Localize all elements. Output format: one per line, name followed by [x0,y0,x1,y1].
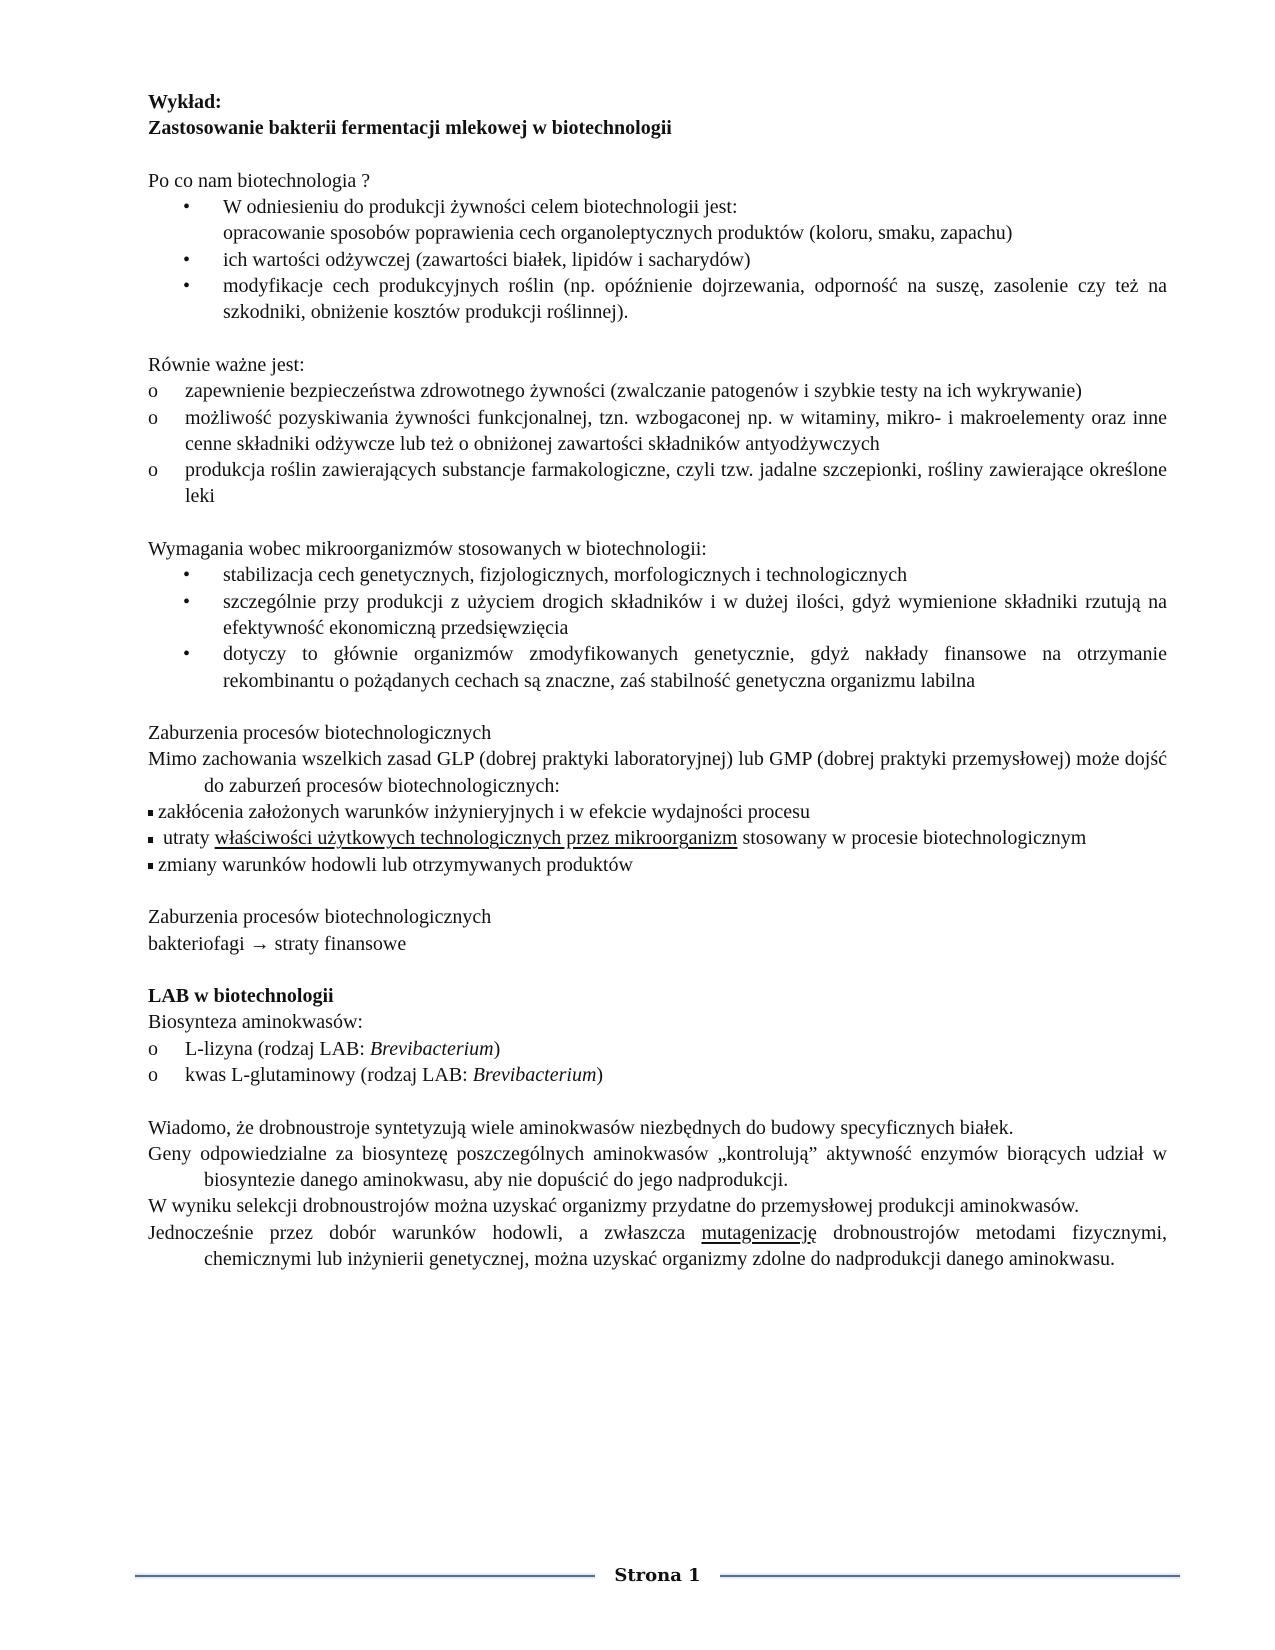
list-item [148,405,1167,458]
genus-name: Brevibacterium [472,1063,597,1086]
footer-rule-left [135,1575,595,1577]
list-item [148,194,1167,247]
paragraph: W wyniku selekcji drobnoustrojów można uzyskać organizmy przydatne do przemysłowej produkcji aminokwasów. [148,1195,1080,1218]
bullet-icon: • [183,643,191,666]
bullet-icon: • [183,248,191,271]
item-text: szczególnie przy produkcji z użyciem drogich składników i w dużej ilości, gdyż wymienione składniki rzutują na efektywność ekonomiczną przedsięwzięcia [223,590,1167,639]
paragraph-text: drobnoustrojów metodami fizycznymi, chemicznymi lub inżynierii genetycznej, można uzyskać organizmy zdolne do nadprodukcji danego aminokwasu. [204,1221,1167,1271]
square-bullet-icon [148,837,153,843]
item-text: produkcja roślin zawierających substancje farmakologiczne, czyli tzw. jadalne szczepionki, rośliny zawierające określone leki [185,459,1167,508]
item-text: możliwość pozyskiwania żywności funkcjonalnej, tzn. wzbogaconej np. w witaminy, mikro- i makroelementy oraz inne cenne składniki odżywcze lub też o obniżonej zawartości składników antyodżywczych [185,406,1167,455]
list-item [148,1062,1167,1088]
list-item [148,247,1167,273]
item-text: ) [596,1063,604,1086]
paragraph: bakteriofagi → straty finansowe [148,932,407,955]
list-item [148,799,1167,825]
section-heading: Zaburzenia procesów biotechnologicznych [148,906,492,929]
item-text: stabilizacja cech genetycznych, fizjologicznych, morfologicznych i technologicznych [223,564,908,587]
subheading: Biosynteza aminokwasów: [148,1011,363,1034]
list-item [148,457,1167,510]
paragraph: Geny odpowiedzialne za biosyntezę poszczególnych aminokwasów „kontrolują” aktywność enzymów biorących udział w biosyntezie danego aminokwasu, aby nie dopuścić do jego nadprodukcji. [148,1142,1167,1192]
section-heading: Równie ważne jest: [148,353,305,376]
item-text: zmiany warunków hodowli lub otrzymywanych produktów [158,853,633,876]
paragraph: Wiadomo, że drobnoustroje syntetyzują wiele aminokwasów niezbędnych do budowy specyficznych białek. [148,1116,1014,1139]
circle-bullet-icon: o [148,1063,158,1086]
item-text: zakłócenia założonych warunków inżynieryjnych i w efekcie wydajności procesu [158,801,810,824]
lecture-label: Wykład: [148,91,222,113]
genus-name: Brevibacterium [369,1037,494,1060]
bullet-icon: • [183,564,191,587]
item-text: ) [493,1037,501,1060]
bullet-icon: • [183,590,191,613]
bullet-icon: • [183,196,191,219]
list-item [148,562,1167,588]
section-heading: Wymagania wobec mikroorganizmów stosowanych w biotechnologii: [148,538,707,561]
paragraph [148,1220,1167,1273]
list-item [148,378,1167,404]
square-bullet-icon [148,863,153,869]
circle-bullet-icon: o [148,1037,158,1060]
section-heading: Po co nam biotechnologia ? [148,169,371,192]
list-item [148,273,1167,326]
bullet-icon: • [183,275,191,298]
item-text: W odniesieniu do produkcji żywności celem biotechnologii jest: [223,196,738,219]
section-heading: Zaburzenia procesów biotechnologicznych [148,722,492,745]
underlined-text: mutagenizację [701,1221,817,1244]
item-text: kwas L-glutaminowy (rodzaj LAB: [185,1063,473,1086]
item-text: zapewnienie bezpieczeństwa zdrowotnego żywności (zwalczanie patogenów i szybkie testy na ich wykrywanie) [185,380,1082,403]
item-text: stosowany w procesie biotechnologicznym [742,827,1087,850]
circle-bullet-icon: o [148,380,158,403]
page-number: Strona 1 [614,1565,701,1586]
circle-bullet-icon: o [148,459,158,482]
item-text: dotyczy to głównie organizmów zmodyfikowanych genetycznie, gdyż nakłady finansowe na otrzymanie rekombinantu o pożądanych cechach są znaczne, zaś stabilność genetyczna organizmu labilna [223,643,1167,692]
list-item [148,641,1167,694]
section-heading: LAB w biotechnologii [148,985,334,1008]
item-text: opracowanie sposobów poprawienia cech organoleptycznych produktów (koloru, smaku, zapachu) [223,222,1013,245]
footer-rule-right [720,1575,1180,1577]
page-footer [135,1564,1180,1588]
item-text: L-lizyna (rodzaj LAB: [185,1037,370,1060]
list-item [148,825,1167,851]
square-bullet-icon [148,810,153,816]
paragraph-text: Jednocześnie przez dobór warunków hodowli, a zwłaszcza [148,1221,686,1244]
underlined-text: właściwości użytkowych technologicznych przez mikroorganizm [214,827,738,850]
document-title: Zastosowanie bakterii fermentacji mlekowej w biotechnologii [148,117,672,140]
list-item [148,589,1167,642]
circle-bullet-icon: o [148,406,158,429]
paragraph: Mimo zachowania wszelkich zasad GLP (dobrej praktyki laboratoryjnej) lub GMP (dobrej praktyki przemysłowej) może dojść do zaburzeń procesów biotechnologicznych: [148,748,1167,797]
list-item [148,1036,1167,1062]
list-item [148,852,1167,878]
item-text: ich wartości odżywczej (zawartości białek, lipidów i sacharydów) [223,248,751,271]
document-page [148,89,1167,1272]
item-text: utraty [163,827,210,850]
item-text: modyfikacje cech produkcyjnych roślin (np. opóźnienie dojrzewania, odporność na suszę, zasolenie czy też na szkodniki, obniżenie kosztów produkcji roślinnej). [223,275,1167,324]
